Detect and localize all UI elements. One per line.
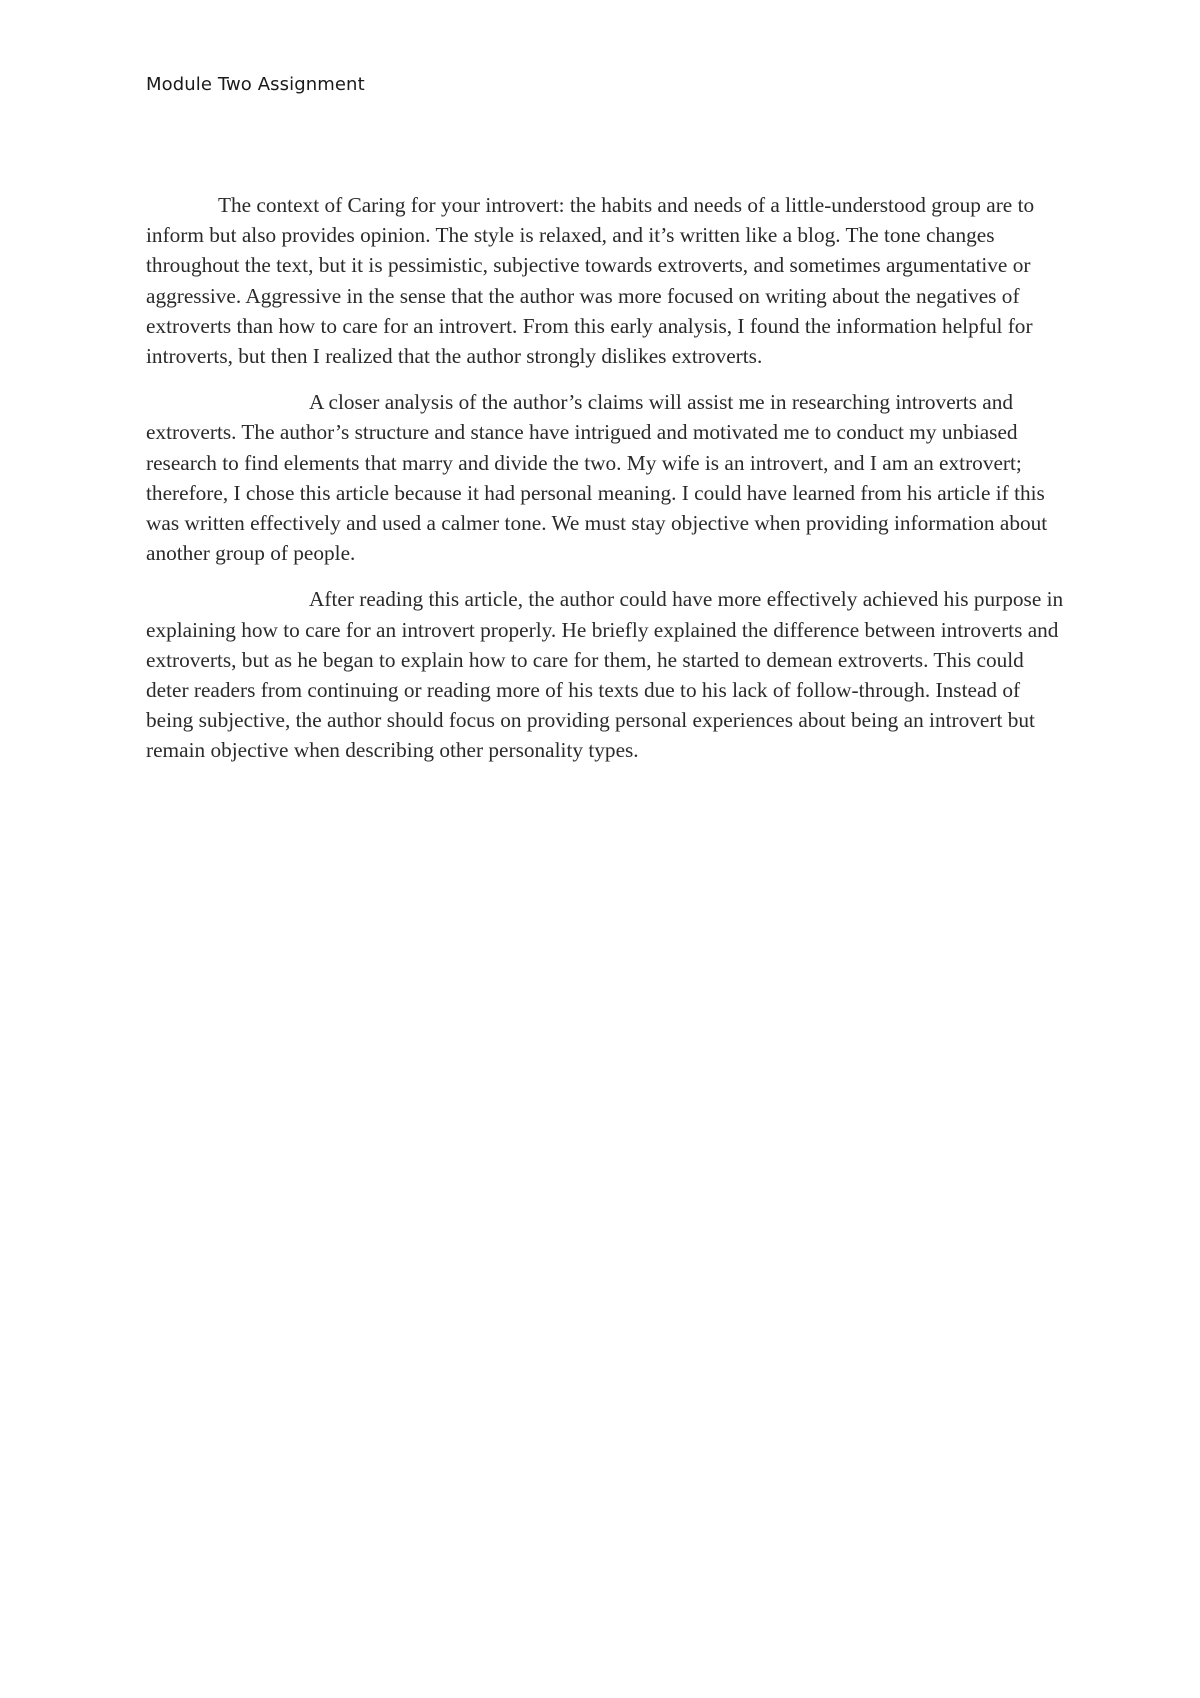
paragraph-3: After reading this article, the author could have more effectively achieved his purpose in explaining how to care for an introvert properly. He briefly explained the difference between introverts and extroverts, but as he began to explain how to care for them, he started to demean extroverts. This could deter readers from continuing or reading more of his texts due to his lack of follow-through. Instead of being subjective, the author should focus on providing personal experiences about being an introvert but remain objective when describing other personality types. [146, 587, 1064, 763]
paragraph-1: The context of Caring for your introvert: the habits and needs of a little-understood group are to inform but also provides opinion. The style is relaxed, and it’s written like a blog. The tone changes throughout the text, but it is pessimistic, subjective towards extroverts, and sometimes argumentative or aggressive. Aggressive in the sense that the author was more focused on writing about the negatives of extroverts than how to care for an introvert. From this early analysis, I found the information helpful for introverts, but then I realized that the author strongly dislikes extroverts. [146, 193, 1035, 369]
page-header: Module Two Assignment [146, 74, 365, 95]
document-body [146, 190, 1066, 782]
paragraph-2: A closer analysis of the author’s claims will assist me in researching introverts and extroverts. The author’s structure and stance have intrigued and motivated me to conduct my unbiased research to find elements that marry and divide the two. My wife is an introvert, and I am an extrovert; therefore, I chose this article because it had personal meaning. I could have learned from his article if this was written effectively and used a calmer tone. We must stay objective when providing information about another group of people. [146, 390, 1048, 566]
